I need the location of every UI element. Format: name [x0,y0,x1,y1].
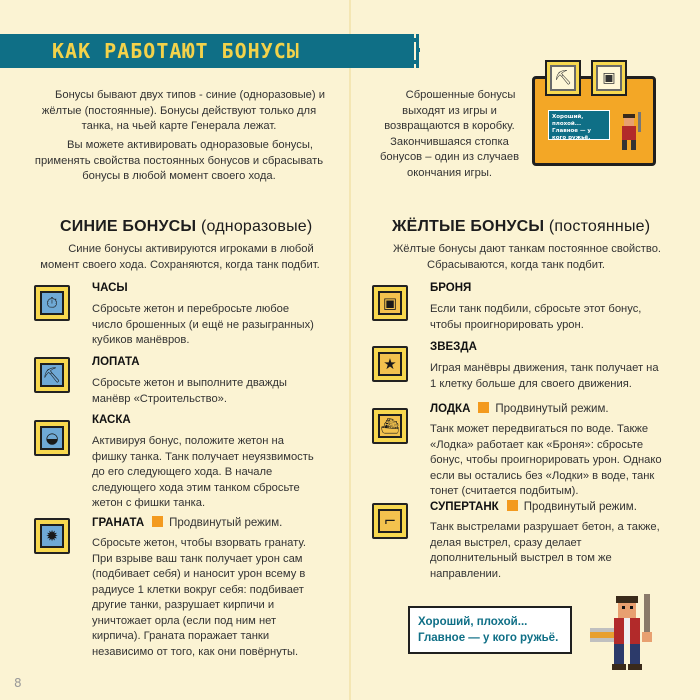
bonus-name-clock: ЧАСЫ [92,282,128,294]
grenade-card [34,518,70,554]
advanced-mode-marker [478,402,489,413]
bonus-text-shovel: Сбросьте жетон и выполните дважды манёвр «Строительство». [92,377,287,405]
bonus-text-clock: Сбросьте жетон и перебросьте любое число брошенных (и ещё не разыгранных) кубиков манёвров. [92,303,314,346]
column-divider [349,0,351,700]
shovel-card [545,60,581,96]
bonus-name-helmet: КАСКА [92,414,131,426]
box-speech-bubble: Хороший, плохой... Главное — у кого ружьё. [548,110,610,140]
bonus-name-armor: БРОНЯ [430,282,472,294]
supertank-name: СУПЕРТАНК [430,501,499,513]
intro-paragraph-3: Сброшенные бонусы выходят из игры и возвращаются в коробку. Закончившаяся стопка бонусов – один из случаев окончания игры. [379,89,520,179]
shovel-icon: ⛏ [40,363,64,387]
bonus-name-grenade [92,516,282,529]
shovel-icon: ⛏ [550,65,576,91]
shovel-bonus-card [34,357,70,393]
armor-card [372,285,408,321]
gunslinger-mini-icon [612,112,648,152]
bonus-text-star: Играя манёвры движения, танк получает на 1 клетку больше для своего движения. [430,362,659,390]
clock-icon: ⏱ [40,291,64,315]
gun-icon: ⌐ [378,509,402,533]
advanced-mode-label: Продвинутый режим. [495,403,609,415]
star-card [372,346,408,382]
tank-icon: ▣ [596,65,622,91]
grenade-name: ГРАНАТА [92,517,145,529]
helmet-card [34,420,70,456]
bonus-name-shovel: ЛОПАТА [92,356,140,368]
bonus-text-helmet: Активируя бонус, положите жетон на фишку танка. Танк получает неуязвимость до его следующего хода. В начале следующего хода этим танком сбросьте жетон с фишки танка. [92,435,314,509]
tank-icon: ▣ [378,291,402,315]
advanced-mode-label: Продвинутый режим. [169,517,283,529]
bonus-name-boat [430,402,609,415]
pixel-decoration [404,34,424,68]
blue-heading-main: СИНИЕ БОНУСЫ [60,218,197,235]
bonus-text-armor: Если танк подбили, сбросьте этот бонус, чтобы проигнорировать урон. [430,303,642,331]
bonus-name-supertank [430,500,637,513]
intro-paragraph-1: Бонусы бывают двух типов - синие (одноразовые) и жёлтые (постоянные). Бонусы действуют только для танка, на чьей карте Генерала лежат. [41,89,325,132]
yellow-heading-sub: (постоянные) [548,218,651,235]
boat-card [372,408,408,444]
clock-card [34,285,70,321]
blue-intro: Синие бонусы активируются игроками в любой момент своего хода. Сохраняются, когда танк подбит. [40,243,320,271]
yellow-heading-main: ЖЁЛТЫЕ БОНУСЫ [392,218,545,235]
page-number: 8 [14,676,22,690]
bonus-name-star: ЗВЕЗДА [430,341,477,353]
blue-section-heading [60,218,312,236]
bonus-text-boat: Танк может передвигаться по воде. Также «Лодка» работает как «Броня»: сбросьте бонус, чтобы проигнорировать урон. Однако если вы остались без «Лодки» в воде, танк тонет (считается подбитым). [430,423,662,497]
advanced-mode-marker [507,500,518,511]
quote-speech-bubble: Хороший, плохой... Главное — у кого ружьё. [408,606,572,654]
grenade-icon: ✹ [40,524,64,548]
boat-icon: ⛴ [378,414,402,438]
bonus-text-grenade: Сбросьте жетон, чтобы взорвать гранату. При взрыве ваш танк получает урон сам (подбивает себя) и наносит урон всему в радиусе 1 клетки вокруг себя: подбивает другие танки, разрушает кирпичи и уничтожает орла (если под ним нет кирпича). Граната поражает танки независимо от того, как они повёрнуты. [92,537,306,658]
boat-name: ЛОДКА [430,403,471,415]
tank-card [591,60,627,96]
gunslinger-character-icon [582,592,672,672]
yellow-section-heading [392,218,650,236]
star-icon: ★ [378,352,402,376]
advanced-mode-marker [152,516,163,527]
blue-heading-sub: (одноразовые) [200,218,313,235]
page-title: КАК РАБОТАЮТ БОНУСЫ [52,39,300,63]
yellow-intro: Жёлтые бонусы дают танкам постоянное свойство. Сбрасываются, когда танк подбит. [392,243,662,271]
intro-paragraph-2: Вы можете активировать одноразовые бонусы, применять свойства постоянных бонусов и сбрасывать бонусы в любой момент своего хода. [34,139,324,182]
bonus-text-supertank: Танк выстрелами разрушает бетон, а также, делая выстрел, сразу делает дополнительный выстрел в том же направлении. [430,521,660,580]
supertank-card [372,503,408,539]
helmet-icon: ◒ [40,426,64,450]
advanced-mode-label: Продвинутый режим. [523,501,637,513]
